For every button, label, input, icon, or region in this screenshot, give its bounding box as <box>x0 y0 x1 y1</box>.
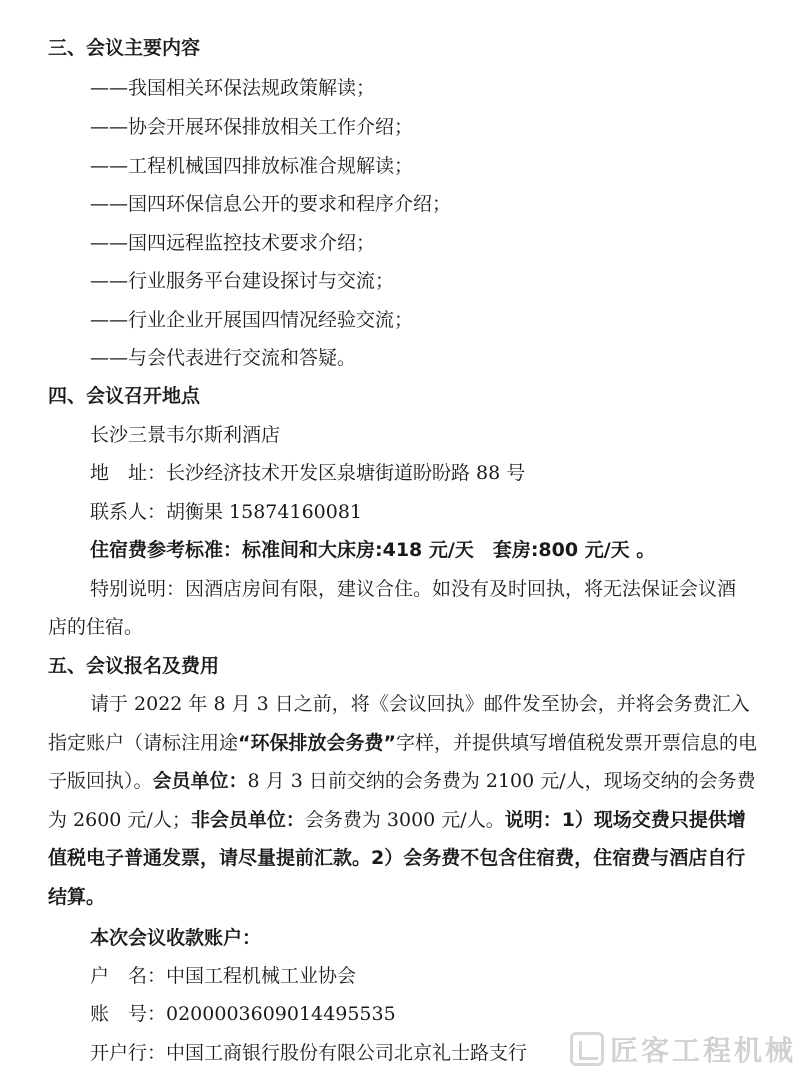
member-label: 会员单位： <box>152 770 248 792</box>
watermark-text: 匠客工程机械 <box>609 1034 796 1067</box>
watermark <box>570 1029 796 1069</box>
hotel-contact: 联系人：胡衡果 15874160081 <box>90 501 363 523</box>
fee-explanation: 说明：1）现场交费只提供增值税电子普通发票，请尽量提前汇款。2）会务费不包含住宿费，住宿费与酒店自行结算。 <box>48 808 746 908</box>
hotel-name: 长沙三景韦尔斯利酒店 <box>90 424 281 446</box>
list-item: ——我国相关环保法规政策解读； <box>90 77 376 99</box>
watermark-logo-icon <box>570 1032 604 1066</box>
fee-paragraph <box>48 685 760 916</box>
section-3-heading: 三、会议主要内容 <box>48 37 201 59</box>
account-bank: 开户行：中国工商银行股份有限公司北京礼士路支行 <box>90 1042 528 1064</box>
list-item: ——国四环保信息公开的要求和程序介绍； <box>90 193 452 215</box>
fee-text-2: 字样，并提供填写增值税发票开票信息的电子版回执）。 <box>48 731 758 792</box>
account-title: 本次会议收款账户： <box>90 927 262 949</box>
hotel-address: 地 址：长沙经济技术开发区泉塘街道盼盼路 88 号 <box>90 462 526 484</box>
list-item: ——行业服务平台建设探讨与交流； <box>90 270 395 292</box>
list-item: ——与会代表进行交流和答疑。 <box>90 347 357 369</box>
account-name: 户 名：中国工程机械工业协会 <box>90 965 357 987</box>
special-note-cont: 店的住宿。 <box>48 616 144 638</box>
member-fee: 8 月 3 日前交纳的会务费为 2100 元/人，现场交纳的会务费为 2600 元/人； <box>48 770 756 831</box>
nonmember-label: 非会员单位： <box>190 808 305 831</box>
account-number: 账 号：0200003609014495535 <box>90 1003 396 1025</box>
list-item: ——行业企业开展国四情况经验交流； <box>90 309 414 331</box>
nonmember-fee: 会务费为 3000 元/人。 <box>304 808 505 831</box>
lodging-rate: 住宿费参考标准：标准间和大床房:418 元/天 套房:800 元/天 。 <box>90 539 656 561</box>
fee-text-1: 请于 2022 年 8 月 3 日之前，将《会议回执》邮件发至协会，并将会务费汇入指定账户（请标注用途 <box>48 693 750 754</box>
list-item: ——协会开展环保排放相关工作介绍； <box>90 116 414 138</box>
fee-purpose: “环保排放会务费” <box>238 731 396 754</box>
special-note: 特别说明：因酒店房间有限，建议合住。如没有及时回执，将无法保证会议酒 <box>90 578 737 600</box>
section-5-heading: 五、会议报名及费用 <box>48 655 220 677</box>
list-item: ——国四远程监控技术要求介绍； <box>90 232 376 254</box>
section-4-heading: 四、会议召开地点 <box>48 385 201 407</box>
list-item: ——工程机械国四排放标准合规解读； <box>90 155 414 177</box>
